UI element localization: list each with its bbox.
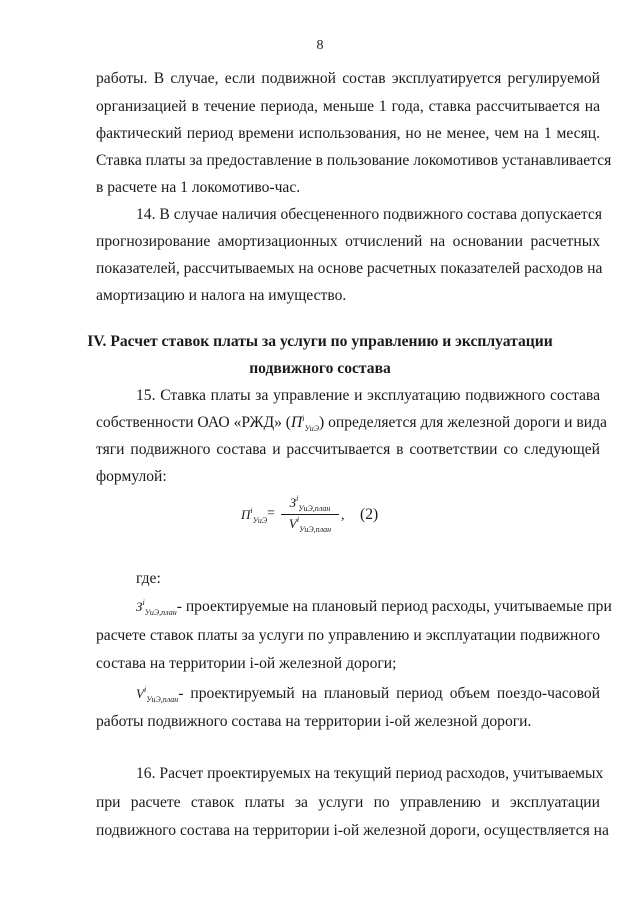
paragraph-16-line: при расчете ставок платы за услуги по управлению и эксплуатации [96,794,600,811]
definition-z-line: расчете ставок платы за услуги по управлению и эксплуатации подвижного [96,627,600,644]
definition-v-line: работы подвижного состава на территории i-ой железной дороги. [96,713,532,730]
paragraph-16-line: подвижного состава на территории i-ой железной дороги, осуществляется на [96,822,609,839]
def-v-sub: УиЭ,план [146,695,179,704]
p-sub: УиЭ [304,424,319,433]
paragraph-15-text: ) определяется для железной дороги и вида [318,414,607,431]
definition-z-text: - проектируемые на плановый период расходы, учитываемые при [176,598,612,615]
def-v-main: V [136,686,144,701]
p-main: П [290,414,303,431]
paragraph-16-line: 16. Расчет проектируемых на текущий период расходов, учитываемых [136,765,604,782]
def-z-sup: i [142,598,145,607]
v-symbol [136,685,178,702]
fraction-denominator [281,515,339,534]
definition-z-line: состава на территории i-ой железной дороги; [96,655,397,672]
fraction-numerator [281,494,339,515]
den-main: V [288,516,297,531]
num-sub: УиЭ,план [298,504,331,513]
paragraph-line: фактический период времени использования, но не менее, чем на 1 месяц. [96,125,600,142]
paragraph-15-line [96,414,607,433]
paragraph-15-line: 15. Ставка платы за управление и эксплуатацию подвижного состава [136,387,600,404]
definition-v-text: - проектируемый на плановый период объем поездо-часовой [178,685,600,702]
section-title-cont: подвижного состава [249,360,391,377]
den-sub: УиЭ,план [299,525,332,534]
lhs-main: П [241,507,251,522]
paragraph-14-line: прогнозирование амортизационных отчислений на основании расчетных [96,233,600,250]
p-symbol [291,414,319,431]
formula-fraction [281,494,339,534]
paragraph-15-text: собственности ОАО «РЖД» ( [96,414,291,431]
definition-v-line [136,685,600,704]
lhs-sup: i [250,506,253,515]
definition-z-line [136,598,612,617]
formula-comma: , [341,508,345,523]
where-label: где: [136,570,161,587]
paragraph-14-line: показателей, рассчитываемых на основе расчетных показателей расходов на [96,260,603,277]
paragraph-15-line: формулой: [96,468,167,485]
paragraph-line: работы. В случае, если подвижной состав эксплуатируется регулируемой [96,70,600,87]
num-sup: i [296,494,299,503]
den-sup: i [296,515,300,524]
lhs-sub: УиЭ [252,516,268,525]
formula-2 [241,494,441,538]
def-v-sup: i [143,685,147,694]
paragraph-14-line: 14. В случае наличия обесцененного подвижного состава допускается [136,206,603,223]
paragraph-line: в расчете на 1 локомотиво-час. [96,179,301,196]
paragraph-15-line: тяги подвижного состава и рассчитывается в соответствии со следующей [96,441,600,458]
paragraph-line: Ставка платы за предоставление в пользование локомотивов устанавливается [96,152,612,169]
formula-equals: = [267,506,275,521]
z-symbol [136,598,177,615]
paragraph-14-line: амортизацию и налога на имущество. [96,287,347,304]
formula-lhs [241,506,267,525]
formula-number: (2) [360,506,379,523]
def-z-main: З [136,599,143,614]
section-title: IV. Расчет ставок платы за услуги по управлению и эксплуатации [87,333,553,350]
p-sup: i [302,414,305,423]
def-z-sub: УиЭ,план [144,608,177,617]
paragraph-line: организацией в течение периода, меньше 1 года, ставка рассчитывается на [96,98,600,115]
num-main: З [289,495,297,510]
page-number: 8 [316,38,324,53]
